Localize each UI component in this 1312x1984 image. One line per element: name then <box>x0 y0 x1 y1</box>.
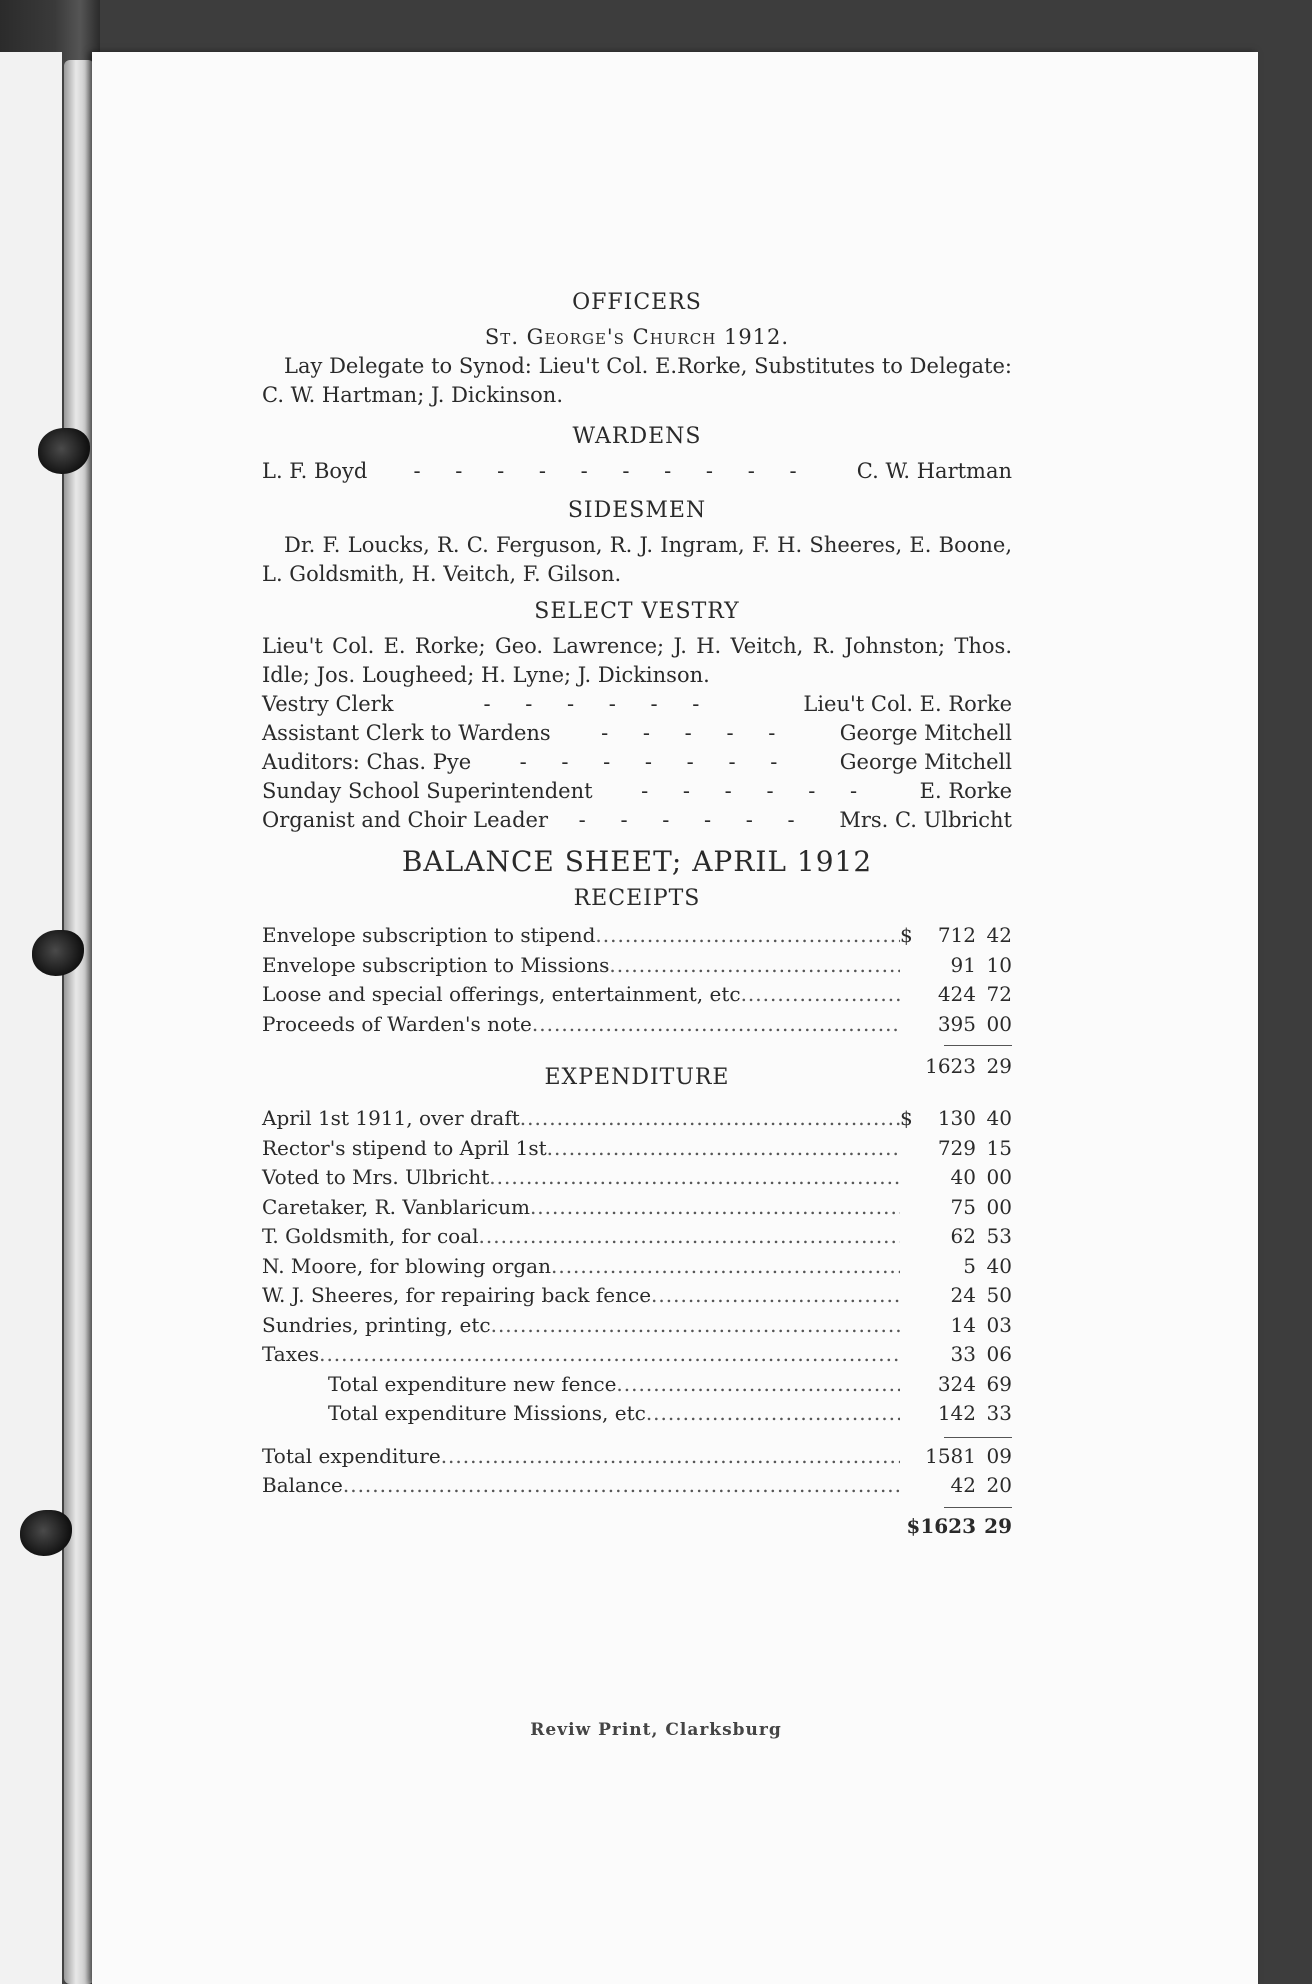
leader-dots <box>551 1252 900 1282</box>
role-holder: Lieu't Col. E. Rorke <box>803 692 1012 716</box>
role-title: Assistant Clerk to Wardens <box>262 721 551 745</box>
role-holder: George Mitchell <box>839 721 1012 745</box>
ledger-cents: 06 <box>986 1342 1012 1366</box>
ledger-label: T. Goldsmith, for coal <box>262 1224 479 1248</box>
ledger-cents: 40 <box>986 1106 1012 1130</box>
printer-imprint: Reviw Print, Clarksburg <box>530 1720 782 1740</box>
leader-dots <box>646 1399 900 1429</box>
leader-dots <box>343 1471 900 1501</box>
ledger-label: April 1st 1911, over draft <box>262 1106 520 1130</box>
ledger-row <box>262 1163 1012 1193</box>
ledger-row <box>262 1252 1012 1282</box>
ledger-cents: 15 <box>986 1135 1012 1160</box>
ledger-row <box>262 1281 1012 1311</box>
leader-dots <box>595 921 900 951</box>
ledger-cents: 20 <box>986 1473 1012 1497</box>
wardens-row <box>262 457 1012 486</box>
sum-rule <box>944 1507 1012 1508</box>
role-holder: Mrs. C. Ulbricht <box>839 808 1012 832</box>
total-cents: 29 <box>984 1513 1012 1538</box>
leader-dashes: - - - - - - <box>578 808 809 832</box>
subtotal-row <box>262 1399 1012 1429</box>
select-vestry-heading: SELECT VESTRY <box>534 599 740 624</box>
leader-dashes: - - - - - - - <box>519 750 792 774</box>
ledger-label: N. Moore, for blowing organ <box>262 1253 551 1278</box>
ledger-row <box>262 980 1012 1010</box>
ledger-dollars: 424 <box>937 982 976 1006</box>
ledger-dollars: 130 <box>937 1106 976 1130</box>
role-row <box>262 748 1012 777</box>
ledger-row <box>262 1010 1012 1040</box>
leader-dashes: - - - - - - <box>483 692 714 716</box>
ledger-label: Envelope subscription to stipend <box>262 923 596 947</box>
ledger-label: Total expenditure Missions, etc <box>328 1401 646 1425</box>
leader-dots <box>651 1281 900 1311</box>
ledger-dollars: 729 <box>937 1135 976 1160</box>
leader-dots <box>532 1010 900 1040</box>
receipts-table <box>262 921 1012 1081</box>
leader-dashes: - - - - - <box>601 721 790 745</box>
ledger-label: Caretaker, R. Vanblaricum <box>262 1194 530 1219</box>
ledger-dollars: 14 <box>950 1312 976 1337</box>
sum-rule <box>944 1045 1012 1046</box>
sidesmen-heading: SIDESMEN <box>567 498 707 523</box>
role-title: Auditors: Chas. Pye <box>262 750 472 774</box>
role-title: Organist and Choir Leader <box>262 808 548 832</box>
ledger-row <box>262 1134 1012 1164</box>
leader-dots <box>319 1340 900 1370</box>
leader-dots <box>741 980 900 1010</box>
balance-sheet-title: BALANCE SHEET; APRIL 1912 <box>401 845 873 878</box>
role-title: Sunday School Superintendent <box>262 779 593 803</box>
total-dollars: 1623 <box>925 1054 976 1078</box>
ledger-dollars: 42 <box>950 1473 976 1497</box>
leader-dots <box>491 1311 900 1341</box>
ledger-cents: 53 <box>986 1224 1012 1248</box>
role-holder: E. Rorke <box>919 779 1012 803</box>
ledger-label: Balance <box>262 1473 343 1497</box>
ledger-cents: 00 <box>986 1011 1012 1036</box>
ledger-label: Proceeds of Warden's note <box>262 1011 532 1036</box>
currency-sign: $ <box>900 923 913 947</box>
receipts-heading: RECEIPTS <box>573 886 701 911</box>
ledger-cents: 03 <box>986 1312 1012 1337</box>
leader-dashes: - - - - - - - - - - <box>413 459 811 483</box>
leader-dots <box>489 1163 900 1193</box>
ledger-cents: 40 <box>986 1253 1012 1278</box>
ledger-row <box>262 1340 1012 1370</box>
sidesmen-names: Dr. F. Loucks, R. C. Ferguson, R. J. Ingram, F. H. Sheeres, E. Boone, L. Goldsmith, H. Veitch, F. Gilson. <box>262 533 1012 586</box>
ledger-cents: 42 <box>986 923 1012 947</box>
ledger-cents: 33 <box>986 1401 1012 1425</box>
ledger-dollars: 5 <box>963 1253 976 1278</box>
ledger-dollars: 1581 <box>925 1443 976 1468</box>
ledger-dollars: 33 <box>950 1342 976 1366</box>
ledger-row <box>262 1442 1012 1472</box>
role-title: Vestry Clerk <box>262 692 394 716</box>
ledger-label: Voted to Mrs. Ulbricht <box>262 1165 490 1189</box>
previous-page-edge <box>0 52 62 1984</box>
ledger-row <box>262 1311 1012 1341</box>
role-holder: George Mitchell <box>839 750 1012 774</box>
ledger-dollars: 324 <box>937 1371 976 1396</box>
subtotal-row <box>262 1370 1012 1400</box>
ledger-row <box>262 951 1012 981</box>
ledger-label: Sundries, printing, etc <box>262 1312 491 1337</box>
leader-dots <box>441 1442 900 1472</box>
ledger-label: Loose and special offerings, entertainment, etc <box>262 982 741 1006</box>
sum-rule <box>944 1437 1012 1438</box>
church-title: St. George's Church 1912. <box>484 325 790 349</box>
ledger-row <box>262 1222 1012 1252</box>
expenditure-heading: EXPENDITURE <box>544 1065 730 1090</box>
ledger-row <box>262 1471 1012 1501</box>
total-dollars: $1623 <box>906 1513 976 1538</box>
leader-dots <box>479 1222 900 1252</box>
leader-dashes: - - - - - - <box>641 779 872 803</box>
ledger-label: Total expenditure <box>262 1443 441 1468</box>
officers-heading: OFFICERS <box>572 290 702 315</box>
ledger-dollars: 62 <box>950 1224 976 1248</box>
lay-delegate-text: Lay Delegate to Synod: Lieu't Col. E.Rorke, Substitutes to Delegate: C. W. Hartman; J. Dickinson. <box>262 354 1012 407</box>
ledger-dollars: 91 <box>950 952 976 977</box>
wardens-heading: WARDENS <box>572 424 702 449</box>
ledger-cents: 00 <box>986 1194 1012 1219</box>
ledger-cents: 09 <box>986 1443 1012 1468</box>
vestry-roles <box>262 690 1012 835</box>
ledger-row <box>262 921 1012 951</box>
total-cents: 29 <box>986 1054 1012 1078</box>
ledger-cents: 69 <box>986 1371 1012 1396</box>
ledger-dollars: 712 <box>937 923 976 947</box>
expenditure-table <box>262 1104 1012 1541</box>
role-row <box>262 806 1012 835</box>
ledger-label: Total expenditure new fence <box>328 1371 617 1396</box>
role-row <box>262 690 1012 719</box>
role-row <box>262 719 1012 748</box>
binding-spine <box>64 60 94 1984</box>
role-row <box>262 777 1012 806</box>
warden-right: C. W. Hartman <box>856 459 1012 483</box>
leader-dots <box>616 1370 900 1400</box>
ledger-cents: 50 <box>986 1283 1012 1307</box>
ledger-label: W. J. Sheeres, for repairing back fence <box>262 1283 652 1307</box>
ledger-label: Taxes <box>262 1342 320 1366</box>
ledger-dollars: 395 <box>937 1011 976 1036</box>
page-content <box>262 280 1012 1541</box>
leader-dots <box>520 1104 900 1134</box>
ledger-cents: 00 <box>986 1165 1012 1189</box>
ledger-cents: 10 <box>986 952 1012 977</box>
ledger-row <box>262 1104 1012 1134</box>
warden-left: L. F. Boyd <box>262 459 368 483</box>
ledger-label: Envelope subscription to Missions <box>262 952 610 977</box>
ledger-cents: 72 <box>986 982 1012 1006</box>
ledger-dollars: 75 <box>950 1194 976 1219</box>
vestry-members: Lieu't Col. E. Rorke; Geo. Lawrence; J. H. Veitch, R. Johnston; Thos. Idle; Jos. Lougheed; H. Lyne; J. Dickinson. <box>262 634 1012 687</box>
leader-dots <box>530 1193 900 1223</box>
ledger-dollars: 142 <box>937 1401 976 1425</box>
leader-dots <box>547 1134 900 1164</box>
ledger-dollars: 24 <box>950 1283 976 1307</box>
ledger-row <box>262 1193 1012 1223</box>
currency-sign: $ <box>900 1106 913 1130</box>
ledger-dollars: 40 <box>950 1165 976 1189</box>
ledger-label: Rector's stipend to April 1st <box>262 1135 547 1160</box>
grand-total <box>262 1512 1012 1541</box>
leader-dots <box>609 951 900 981</box>
